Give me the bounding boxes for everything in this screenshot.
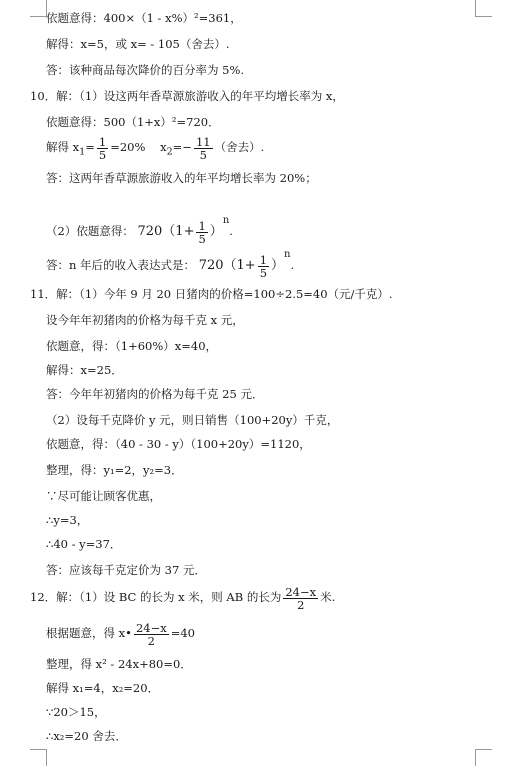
numerator: 1 — [98, 134, 107, 149]
text-line: 答：今年年初猪肉的价格为每千克 25 元． — [46, 387, 264, 401]
subscript: 2 — [166, 146, 173, 158]
denominator: 5 — [259, 265, 268, 280]
text-line: 整理，得 x² - 24x+80=0． — [46, 657, 192, 671]
text-line: 解得：x=25． — [46, 363, 123, 377]
text-line: 整理，得：y₁=2，y₂=3． — [46, 463, 183, 477]
text-run: 12．解：（1）设 BC 的长为 x 米，则 AB 的长为 — [30, 590, 282, 604]
text-line: 依题意，得：（1+60%）x=40， — [46, 339, 218, 353]
text-line: 答：该种商品每次降价的百分率为 5%. — [46, 63, 245, 77]
text-run: 米. — [320, 590, 336, 604]
denominator: 5 — [198, 231, 206, 246]
text-line: 设今年年初猪肉的价格为每千克 x 元， — [46, 313, 244, 327]
math-run: ） — [209, 224, 223, 239]
math-run: 720（1+ — [137, 224, 195, 239]
text-run: . — [290, 258, 295, 272]
text-run: =20% — [110, 140, 146, 154]
problem-10-heading: 10．解：（1）设这两年香草源旅游收入的年平均增长率为 x， — [30, 89, 344, 103]
math-run: 720（1+ — [198, 258, 256, 273]
text-run: x — [160, 140, 167, 154]
text-line: ∴40 - y=37． — [46, 537, 122, 551]
text-run: 根据题意，得 x• — [46, 626, 132, 640]
text-line: （2）设每千克降价 y 元，则日销售（100+20y）千克， — [46, 413, 339, 427]
text-run: 答：n 年后的收入表达式是： — [46, 258, 196, 272]
corner-mark-top-left — [30, 0, 47, 17]
text-line: 解得 x₁=4，x₂=20． — [46, 681, 160, 695]
fraction — [194, 136, 213, 161]
fraction — [134, 622, 169, 647]
text-run: =40 — [170, 626, 195, 640]
text-line: 解得：x=5，或 x= - 105（舍去）. — [46, 37, 230, 51]
exponent: n — [284, 249, 291, 260]
text-run: =− — [172, 140, 192, 154]
problem-12-heading — [30, 584, 335, 611]
corner-mark-bottom-left — [30, 749, 47, 766]
numerator: 1 — [198, 218, 206, 233]
text-line: 答：这两年香草源旅游收入的年平均增长率为 20%； — [46, 171, 317, 185]
text-line: ∴x₂=20 舍去． — [46, 729, 127, 743]
expression-line — [46, 215, 233, 246]
corner-mark-bottom-right — [475, 749, 492, 766]
denominator: 2 — [297, 597, 305, 612]
text-line: ∵20＞15， — [46, 705, 106, 719]
numerator: 11 — [195, 134, 211, 149]
denominator: 5 — [199, 147, 207, 162]
denominator: 5 — [98, 147, 107, 162]
text-run: 解得 x — [46, 140, 80, 154]
text-line: ∴y=3， — [46, 513, 89, 527]
text-line: 答：应该每千克定价为 37 元． — [46, 563, 206, 577]
corner-mark-top-right — [475, 0, 492, 17]
solution-line-fractions — [46, 134, 264, 165]
text-run: = — [85, 140, 95, 154]
fraction — [258, 254, 269, 279]
numerator: 24−x — [285, 584, 317, 599]
text-line: 依题意得：500（1+x）²=720． — [46, 115, 220, 129]
text-run: . — [229, 224, 233, 238]
numerator: 1 — [259, 252, 268, 267]
text-line: 依题意，得：（40 - 30 - y）（100+20y）=1120， — [46, 437, 311, 451]
text-line: ∵尽可能让顾客优惠， — [46, 489, 161, 503]
numerator: 24−x — [135, 620, 167, 635]
fraction — [283, 586, 318, 611]
math-run: ） — [271, 258, 285, 273]
subscript: 1 — [79, 146, 86, 158]
fraction — [196, 220, 207, 245]
text-run: （舍去）. — [214, 140, 265, 154]
fraction — [97, 136, 108, 161]
text-line: 依题意得：400×（1 - x%）²=361， — [46, 11, 242, 25]
denominator: 2 — [147, 633, 155, 648]
problem-11-heading: 11．解：（1）今年 9 月 20 日猪肉的价格=100÷2.5=40（元/千克）. — [30, 287, 393, 301]
expression-line — [46, 249, 295, 280]
text-run: （2）依题意得： — [46, 224, 134, 238]
exponent: n — [222, 215, 230, 226]
equation-line — [46, 620, 195, 647]
